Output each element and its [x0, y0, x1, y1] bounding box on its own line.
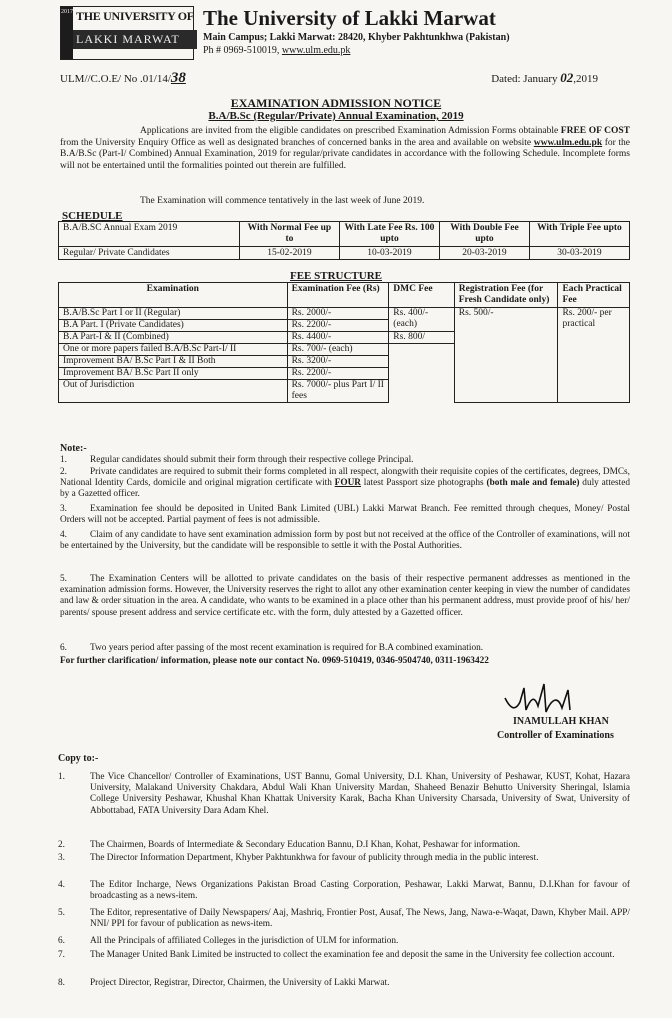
fee-cell: Rs. 800/	[389, 332, 454, 344]
contact-line	[203, 45, 350, 56]
university-name: The University of Lakki Marwat	[203, 6, 496, 30]
fee-header-cell: Examination	[59, 283, 288, 308]
logo-line-1: THE UNIVERSITY OF	[76, 9, 194, 23]
reference-handwritten-number: 38	[170, 70, 186, 86]
note-item: 4. Claim of any candidate to have sent examination admission form by post but not received at the office of the Controller of examinations, will not be entertained by the University, but the candidate will be responsible to settle it with the Postal Authorities.	[60, 530, 630, 552]
schedule-header-cell: B.A/B.SC Annual Exam 2019	[59, 222, 240, 247]
schedule-header-cell: With Late Fee Rs. 100 upto	[339, 222, 439, 247]
dated-day: 02	[560, 70, 574, 85]
copy-to-item: 3. The Director Information Department, Khyber Pakhtunkhwa for favour of publicity through media in the public interest.	[58, 853, 539, 863]
dated-line: Dated: January 02,2019	[491, 70, 598, 85]
fee-cell: Improvement BA/ B.Sc Part II only	[59, 368, 288, 380]
schedule-cell: 15-02-2019	[239, 247, 339, 260]
fee-header-cell: Registration Fee (for Fresh Candidate only)	[454, 283, 558, 308]
copy-to-heading: Copy to:-	[58, 753, 99, 764]
fee-header-cell: DMC Fee	[389, 283, 454, 308]
table-row	[59, 222, 630, 247]
fee-cell-empty	[389, 344, 454, 403]
intro-website-link[interactable]: www.ulm.edu.pk	[533, 137, 603, 148]
note-item: 1. Regular candidates should submit their form through their respective college Principal.	[60, 455, 414, 465]
table-row	[59, 283, 630, 308]
schedule-cell: 20-03-2019	[439, 247, 529, 260]
fee-structure-heading: FEE STRUCTURE	[290, 270, 382, 282]
schedule-header-cell: With Triple Fee upto	[529, 222, 629, 247]
schedule-table	[58, 221, 630, 260]
fee-cell: B.A Part. I (Private Candidates)	[59, 320, 288, 332]
fee-cell: Rs. 200/- per practical	[558, 308, 630, 403]
note-item: 5. The Examination Centers will be allotted to private candidates on the basis of their respective permanent addresses as mentioned in the examination admission forms. However, the University reserves the right to allot any other examination center keeping in view the number of candidates and law & order situation in the area. A candidate, who wants to be examined in a place other than his permanent address, must provide proof of his/ her/ parents/ spouse present address and service certificate etc. with the form, duly attested by a Gazetted officer.	[60, 574, 630, 618]
schedule-header-cell: With Normal Fee up to	[239, 222, 339, 247]
copy-to-item: 8. Project Director, Registrar, Director, Chairmen, the University of Lakki Marwat.	[58, 978, 390, 988]
note-item: 6. Two years period after passing of the most recent examination is required for B.A combined examination.	[60, 643, 484, 653]
fee-cell: Rs. 2200/-	[287, 368, 389, 380]
notice-title: EXAMINATION ADMISSION NOTICE	[230, 96, 442, 110]
signature-mark	[500, 680, 590, 720]
copy-to-item: 2. The Chairmen, Boards of Intermediate & Secondary Education Bannu, D.I Khan, Kohat, Peshawar for information.	[58, 840, 521, 850]
intro-paragraph: Applications are invited from the eligible candidates on prescribed Examination Admission Forms obtainable FREE OF COST from the University Enquiry Office as well as designated branches of concerned banks in the area and available on website www.ulm.edu.pk for the B.A/B.Sc (Part-I/ Combined) Annual Examination, 2019 for regular/private candidates in accordance with the following Schedule. Incomplete forms will not be entertained until the formalities pointed out therein are fulfilled.	[60, 126, 630, 171]
note-item: 3. Examination fee should be deposited in United Bank Limited (UBL) Lakki Marwat Branch. Fee remitted through cheques, Money/ Postal Orders will not be accepted. Partial payment of fees is not admissible.	[60, 504, 630, 526]
schedule-heading: SCHEDULE	[62, 210, 123, 222]
copy-to-item: 4. The Editor Incharge, News Organizations Pakistan Broad Casting Corporation, Peshawar, Lakki Marwat, Bannu, D.I.Khan for favour of broadcasting as a news-item.	[58, 880, 630, 902]
fee-cell: B.A/B.Sc Part I or II (Regular)	[59, 308, 288, 320]
copy-to-item: 5. The Editor, representative of Daily Newspapers/ Aaj, Mashriq, Frontier Post, Ausaf, The News, Jang, Nawa-e-Waqat, Dawn, Khyber Mail. APP/ NNI/ PPI for favour of publication as news-item.	[58, 908, 630, 930]
fee-table	[58, 282, 630, 403]
phone-number: Ph # 0969-510019,	[203, 45, 280, 56]
clarification-line: For further clarification/ information, please note our contact No. 0969-510419, 0346-9504740, 0311-1963422	[60, 656, 489, 666]
notes-heading: Note:-	[60, 443, 87, 454]
website-link[interactable]: www.ulm.edu.pk	[281, 45, 351, 56]
notice-subtitle: B.A/B.Sc (Regular/Private) Annual Examination, 2019	[208, 110, 464, 122]
copy-to-item: 6. All the Principals of affiliated Colleges in the jurisdiction of ULM for information.	[58, 936, 399, 946]
fee-cell: Rs. 400/- (each)	[389, 308, 454, 332]
reference-number: ULM//C.O.E/ No .01/14/38	[60, 70, 186, 86]
seal-icon: 2017	[61, 7, 73, 59]
copy-to-item: 1. The Vice Chancellor/ Controller of Examinations, UST Bannu, Gomal University, D.I. Khan, University of Peshawar, KUST, Kohat, Hazara University, Malakand University Chakdara, Abdul Wali Khan University Mardan, Shaheed Benazir Behutto University Sheringal, Islamia College University Peshawar, Khushal Khan Khattak University Karak, Bacha Khan University Charsada, University of Swat, University of Abbottabad, FATA University Dara Adam Khel.	[58, 772, 630, 816]
fee-cell: Out of Jurisdiction	[59, 380, 288, 403]
signatory-role: Controller of Examinations	[497, 730, 614, 741]
fee-cell: Rs. 3200/-	[287, 356, 389, 368]
fee-cell: Rs. 4400/-	[287, 332, 389, 344]
schedule-cell: 10-03-2019	[339, 247, 439, 260]
university-logo	[60, 6, 194, 60]
schedule-cell: Regular/ Private Candidates	[59, 247, 240, 260]
table-row	[59, 247, 630, 260]
fee-cell: B.A Part-I & II (Combined)	[59, 332, 288, 344]
fee-cell: Rs. 7000/- plus Part I/ II fees	[287, 380, 389, 403]
copy-to-item: 7. The Manager United Bank Limited be instructed to collect the examination fee and deposit the same in the University fee collection account.	[58, 950, 615, 960]
schedule-header-cell: With Double Fee upto	[439, 222, 529, 247]
fee-cell: Rs. 700/- (each)	[287, 344, 389, 356]
logo-line-2: LAKKI MARWAT	[73, 30, 197, 49]
schedule-cell: 30-03-2019	[529, 247, 629, 260]
fee-cell: One or more papers failed B.A/B.Sc Part-I/ II	[59, 344, 288, 356]
signatory-name: INAMULLAH KHAN	[513, 716, 609, 727]
fee-header-cell: Examination Fee (Rs)	[287, 283, 389, 308]
note-item: 2. Private candidates are required to submit their forms completed in all respect, alongwith their requisite copies of the certificates, degrees, DMCs, National Identity Cards, domicile and original migration certificate with FOUR latest Passport size photographs (both male and female) duly attested by a Gazetted officer.	[60, 467, 630, 500]
fee-cell: Improvement BA/ B.Sc Part I & II Both	[59, 356, 288, 368]
fee-cell: Rs. 2000/-	[287, 308, 389, 320]
campus-address: Main Campus; Lakki Marwat: 28420, Khyber Pakhtunkhwa (Pakistan)	[203, 32, 510, 43]
fee-cell: Rs. 2200/-	[287, 320, 389, 332]
commence-paragraph: The Examination will commence tentatively in the last week of June 2019.	[140, 196, 425, 206]
fee-header-cell: Each Practical Fee	[558, 283, 630, 308]
fee-cell: Rs. 500/-	[454, 308, 558, 403]
table-row	[59, 308, 630, 320]
